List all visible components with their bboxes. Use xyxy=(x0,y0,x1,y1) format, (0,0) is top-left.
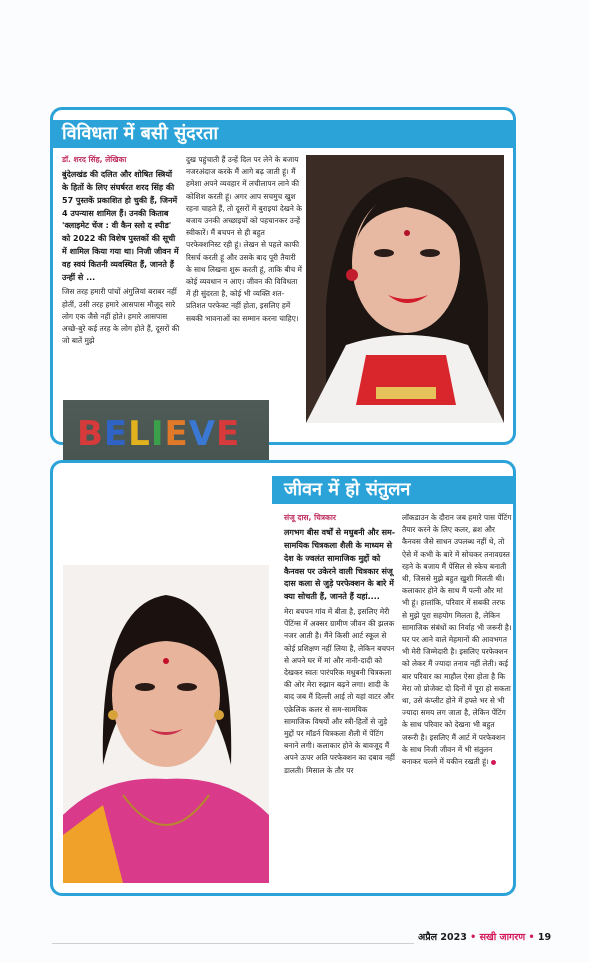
painter-portrait-photo xyxy=(63,565,269,883)
article2-column-2 xyxy=(402,512,512,770)
article2-column-1 xyxy=(284,512,396,779)
believe-letter: E xyxy=(103,414,129,454)
believe-word xyxy=(77,414,240,454)
painter-portrait-illustration xyxy=(63,565,269,883)
footer-magazine-name: सखी जागरण xyxy=(479,932,526,943)
article2-byline: संजू दास, चित्रकार xyxy=(284,513,336,522)
believe-letter: V xyxy=(188,414,217,454)
article1-heading: विविधता में बसी सुंदरता xyxy=(62,123,219,144)
writer-portrait-photo xyxy=(306,155,504,423)
believe-letter: E xyxy=(216,414,241,454)
believe-letter: I xyxy=(150,414,165,454)
page-footer xyxy=(418,930,551,943)
article1-column-2 xyxy=(186,154,302,327)
believe-letter: B xyxy=(77,414,104,454)
believe-letter: L xyxy=(128,414,151,454)
footer-separator: • xyxy=(470,932,477,943)
article2-heading: जीवन में हो संतुलन xyxy=(284,479,411,500)
believe-letter: E xyxy=(164,414,189,454)
article1-byline: डॉ. शरद सिंह, लेखिका xyxy=(62,155,127,164)
article2-lead: लगभग बीस वर्षों से मधुबनी और सम-सामयिक चित्रकला शैली के माध्यम से देश के ज्वलंत सामाजिक मुद्दों को कैनवस पर उकेरने वाली चित्रकार संजू दास कला से जुड़े परफेक्शन के बारे में क्या सोचती हैं, जानते हैं यहां.... xyxy=(284,528,396,602)
article1-body-2: दुख पहुंचाती हैं उन्हें दिल पर लेने के बजाय नजरअंदाज करके मैं आगे बढ़ जाती हूं। मैं हमेशा अपने व्यवहार में लचीलापन लाने की कोशिश करती हूं। अगर आप सचमुच खुश रहना चाहते हैं, तो दूसरों में बुराइयां देखने के बजाय उनकी अच्छाइयों को पहचानकर उन्हें स्वीकारें। मैं बचपन से ही बहुत परफेक्शनिस्ट रही हूं। लेखन से पहले काफी रिसर्च करती हूं और उसके बाद पूरी तैयारी के साथ लिखना शुरू करती हूं, ताकि बीच में कोई व्यवधान न आए। जीवन की विविधता में ही सुंदरता है, कोई भी व्यक्ति शत-प्रतिशत परफेक्ट नहीं होता, इसलिए हमें सबकी भावनाओं का सम्मान करना चाहिए। xyxy=(186,155,302,323)
footer-month: अप्रैल 2023 xyxy=(418,932,467,943)
end-mark-icon xyxy=(491,760,496,765)
writer-portrait-illustration xyxy=(306,155,504,423)
article2-body-1: मेरा बचपन गांव में बीता है, इसलिए मेरी पेंटिंग्स में अक्सर ग्रामीण जीवन की झलक नजर आती है। मैंने किसी आर्ट स्कूल से कोई प्रशिक्षण नहीं लिया है, लेकिन बचपन से अपने घर में मां और नानी-दादी को देखकर स्वतः पारंपरिक मधुबनी चित्रकला की ओर मेरा रुझान बढ़ने लगा। शादी के बाद जब मैं दिल्ली आई तो यहां वाटर और एक्रेलिक कलर से सम-सामयिक सामाजिक विषयों और स्त्री-हितों से जुड़े मुद्दों पर मॉडर्न चित्रकला शैली में पेंटिंग बनाने लगी। कलाकार होने के बावजूद मैं अपने ऊपर अति परफेक्शन का दबाव नहीं डालती। मिसाल के तौर पर xyxy=(284,606,395,775)
footer-page-number: 19 xyxy=(537,932,552,943)
footer-separator: • xyxy=(528,932,535,943)
footer-rule xyxy=(52,943,414,944)
article2-body-2 xyxy=(402,512,512,768)
article1-lead: बुंदेलखंड की दलित और शोषित स्त्रियों के हितों के लिए संघर्षरत शरद सिंह की 57 पुस्तकें प्रकाशित हो चुकी हैं, जिनमें 4 उपन्यास शामिल हैं। उनकी किताब 'क्लाइमेट चेंज : वी कैन स्लो द स्पीड' को 2022 की विशेष पुस्तकों की सूची में शामिल किया गया था। निजी जीवन में वह स्वयं कितनी व्यवस्थित हैं, जानते हैं उन्हीं से ... xyxy=(62,170,179,282)
article1-body-1: जिस तरह हमारी पांचों अंगुलियां बराबर नहीं होतीं, उसी तरह हमारे आसपास मौजूद सारे लोग एक जैसे नहीं होते। हमारे आसपास अच्छे-बुरे कई तरह के लोग होते हैं, दूसरों की जो बातें मुझे xyxy=(62,287,180,346)
article1-column-1 xyxy=(62,154,180,349)
article2-body-2-text: लॉकडाउन के दौरान जब हमारे पास पेंटिंग तैयार करने के लिए कलर, ब्रश और कैनवस जैसे साधन उपलब्ध नहीं थे, तो ऐसे में कभी के बारे में सोचकर तनावग्रस्त रहने के बजाय मैं पेंसिल से स्केच बनाती थी, जिससे मुझे बहुत खुशी मिलती थी। कलाकार होने के साथ मैं पत्नी और मां भी हूं। हालांकि, परिवार में सबकी तरफ से मुझे पूरा सहयोग मिलता है, लेकिन सामाजिक संबंधों का निर्वाह भी जरूरी है। घर पर आने वाले मेहमानों की आवभगत भी मेरी जिम्मेदारी है। इसलिए परफेक्शन को लेकर मैं ज्यादा तनाव नहीं लेती। कई बार परिवार का माहौल ऐसा होता है कि मेरा जो प्रोजेक्ट दो दिनों में पूरा हो सकता था, उसे कंप्लीट होने में हफ्ते भर से भी ज्यादा समय लग जाता है, लेकिन पेंटिंग के साथ परिवार को देखना भी बहुत जरूरी है। इसलिए मैं आर्ट में परफेक्शन के साथ निजी जीवन में भी संतुलन बनाकर चलने में यकीन रखती हूं। xyxy=(402,513,512,767)
